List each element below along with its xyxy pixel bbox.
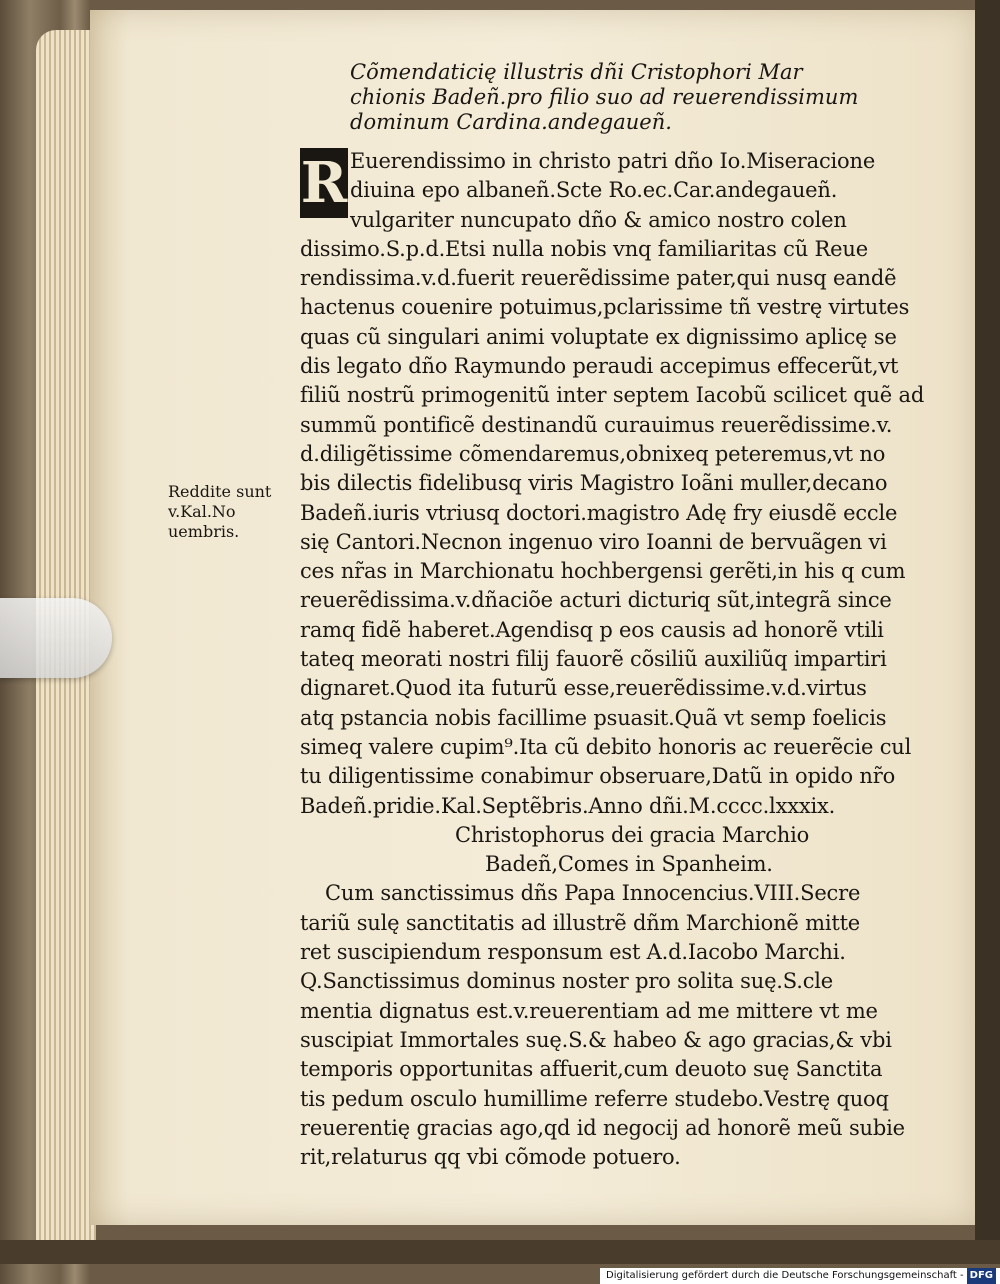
signature: [300, 821, 895, 880]
body-line: dis legato dño Raymundo peraudi accepimus effecerũt,vt: [300, 354, 899, 379]
body-line: filiũ nostrũ primogenitũ inter septem Iacobũ scilicet quẽ ad: [300, 383, 925, 408]
scan-right-border: [975, 0, 1000, 1240]
body-line: hactenus couenire potuimus,pclarissime tñ vestrę virtutes: [300, 295, 910, 320]
heading-line: dominum Cardina.andegaueñ.: [350, 110, 672, 134]
signature-line: Badeñ,Comes in Spanheim.: [485, 852, 773, 877]
body-line: Euerendissimo in christo patri dño Io.Miseracione: [350, 149, 876, 173]
body-line: reuerẽdissima.v.dñaciõe acturi dicturiq sũt,integrã since: [300, 588, 892, 613]
margin-note-line: v.Kal.No: [168, 502, 236, 521]
reply-line: tis pedum osculo humillime referre studebo.Vestrę quoq: [300, 1086, 889, 1111]
heading-line: chionis Badeñ.pro filio suo ad reuerendissimum: [350, 85, 859, 109]
note-line: Cum sanctissimus dñs Papa Innocencius.VIII.Secre: [325, 881, 861, 906]
reply-paragraph: [300, 967, 905, 1172]
body-line: vulgariter nuncupato dño & amico nostro colen: [350, 207, 847, 232]
margin-note-line: uembris.: [168, 522, 240, 541]
editorial-note: [300, 879, 895, 967]
letter-heading: [300, 60, 895, 135]
letter-text: [300, 60, 925, 1172]
body-line: ces nr̃as in Marchionatu hochbergensi gerẽti,in his q cum: [300, 559, 906, 584]
body-line: rendissima.v.d.fuerit reuerẽdissime pater,qui nusq eandẽ: [300, 266, 897, 291]
body-line: simeq valere cupim⁹.Ita cũ debito honoris ac reuerẽcie cul: [300, 734, 912, 759]
margin-note: [168, 482, 293, 542]
body-line: bis dilectis fidelibusq viris Magistro Ioãni muller,decano: [300, 471, 888, 496]
body-line: Badeñ.iuris vtriusq doctori.magistro Adę fry eiusdẽ eccle: [300, 500, 898, 525]
body-line: tateq meorati nostri filij fauorẽ cõsiliũ auxiliũq impartiri: [300, 647, 887, 672]
body-line: dignaret.Quod ita futurũ esse,reuerẽdissime.v.d.virtus: [300, 676, 867, 701]
body-line: d.diligẽtissime cõmendaremus,obnixeq peteremus,vt no: [300, 441, 886, 466]
signature-line: Christophorus dei gracia Marchio: [455, 822, 810, 847]
body-line: summũ pontificẽ destinandũ curauimus reuerẽdissime.v.: [300, 412, 893, 437]
digitization-footer: [600, 1268, 1000, 1284]
reply-line: Q.Sanctissimus dominus noster pro solita suę.S.cle: [300, 969, 834, 994]
decorated-initial: R: [300, 150, 348, 216]
body-line: diuina epo albaneñ.Scte Ro.ec.Car.andegaueñ.: [350, 178, 838, 203]
footer-text: Digitalisierung gefördert durch die Deutsche Forschungsgemeinschaft -: [606, 1270, 964, 1281]
scan-bottom-border: [0, 1240, 1000, 1264]
note-line: ret suscipiendum responsum est A.d.Iacobo Marchi.: [300, 940, 846, 965]
body-line: dissimo.S.p.d.Etsi nulla nobis vnq familiaritas cũ Reue: [300, 236, 868, 261]
body-line: atq pstancia nobis facillime psuasit.Quã vt semp foelicis: [300, 705, 887, 730]
margin-note-line: Reddite sunt: [168, 482, 272, 501]
dfg-logo: DFG: [967, 1268, 996, 1284]
note-line: tariũ sulę sanctitatis ad illustrẽ dñm Marchionẽ mitte: [300, 910, 861, 935]
body-line: quas cũ singulari animi voluptate ex dignissimo aplicę se: [300, 324, 897, 349]
body-line: Badeñ.pridie.Kal.Septẽbris.Anno dñi.M.cccc.lxxxix.: [300, 793, 836, 818]
heading-line: Cõmendaticię illustris dñi Cristophori Mar: [350, 60, 803, 84]
reply-line: suscipiat Immortales suę.S.& habeo & ago gracias,& vbi: [300, 1027, 892, 1052]
reply-line: rit,relaturus qq vbi cõmode potuero.: [300, 1145, 681, 1170]
letter-body: [300, 147, 925, 821]
body-line: ramq fidẽ haberet.Agendisq p eos causis ad honorẽ vtili: [300, 617, 884, 642]
bookmark-slip: [0, 598, 112, 678]
body-line: się Cantori.Necnon ingenuo viro Ioanni de bervuãgen vi: [300, 529, 887, 554]
reply-line: mentia dignatus est.v.reuerentiam ad me mittere vt me: [300, 998, 878, 1023]
body-line: tu diligentissime conabimur obseruare,Datũ in opido nr̃o: [300, 764, 896, 789]
reply-line: reuerentię gracias ago,qd id negocij ad honorẽ meũ subie: [300, 1115, 905, 1140]
reply-line: temporis opportunitas affuerit,cum deuoto suę Sanctita: [300, 1057, 883, 1082]
